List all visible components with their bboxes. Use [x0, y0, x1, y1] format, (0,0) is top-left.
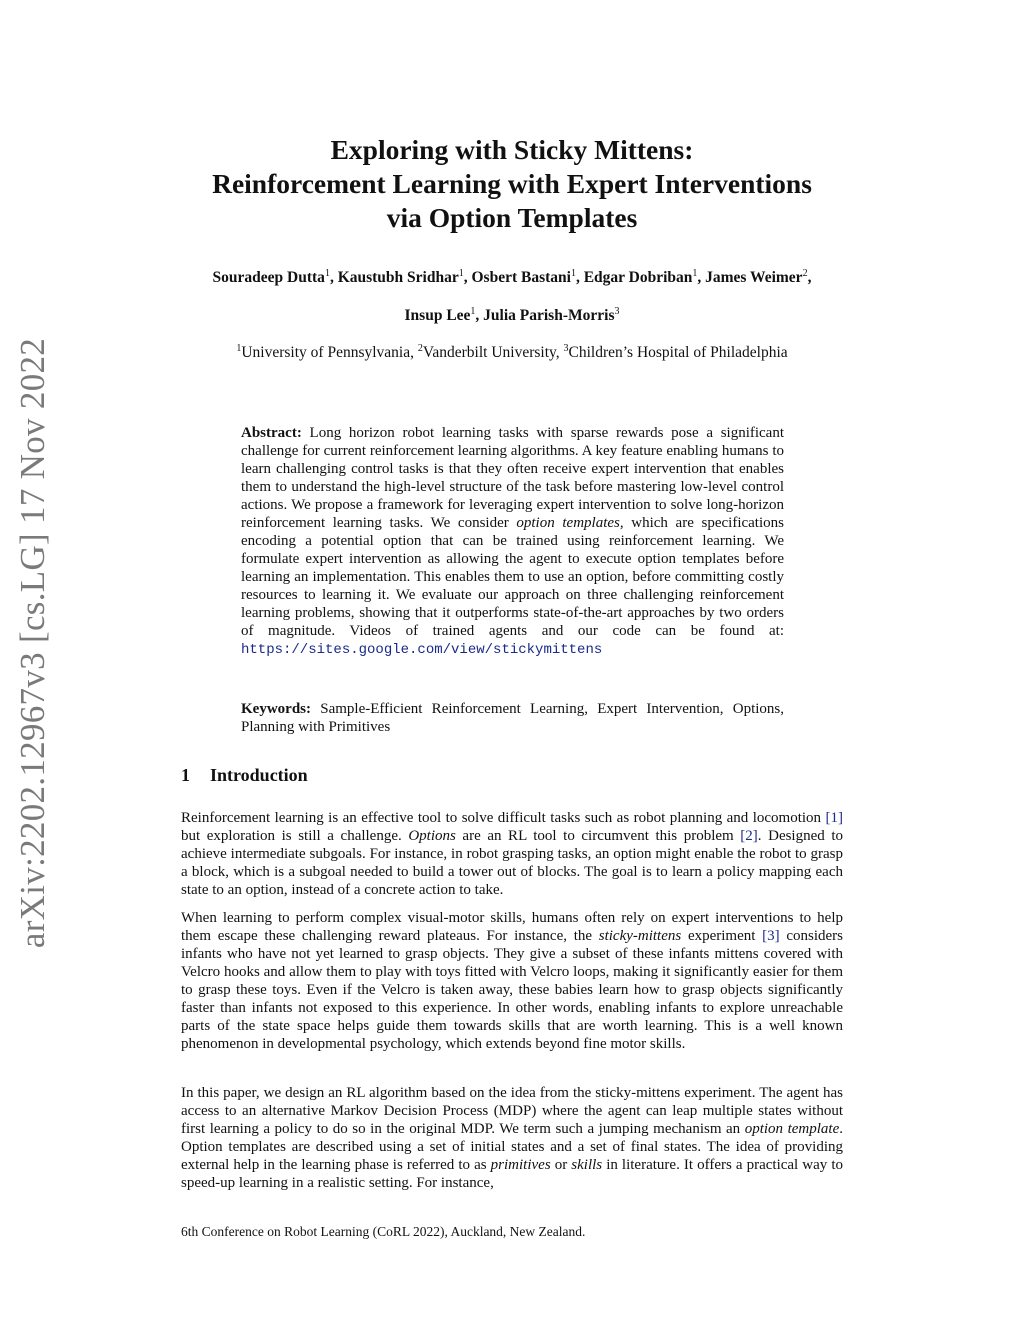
keywords: Keywords: Sample-Efficient Reinforcement Learning, Expert Intervention, Options, Planning with Primitives: [241, 701, 784, 735]
arxiv-side-identifier: [0, 337, 66, 949]
conference-footnote: 6th Conference on Robot Learning (CoRL 2022), Auckland, New Zealand.: [181, 1224, 586, 1239]
abstract-label: Abstract:: [241, 425, 302, 441]
author-list-row-1: [140, 269, 884, 287]
author: Edgar Dobriban$^1$,: [583, 268, 706, 286]
author: Osbert Bastani$^1$,: [471, 268, 584, 286]
paper-title: [140, 133, 884, 235]
citation-link[interactable]: [1]: [825, 810, 843, 826]
author: Kaustubh Sridhar$^1$,: [337, 268, 472, 286]
title-line-3: via Option Templates: [386, 202, 638, 233]
title-line-1: Exploring with Sticky Mittens:: [330, 134, 694, 165]
author: James Weimer$^2$,: [705, 268, 812, 286]
title-line-2: Reinforcement Learning with Expert Interventions: [212, 168, 812, 199]
author: Insup Lee$^1$,: [404, 306, 484, 324]
affiliations: $^1$University of Pennsylvania, $^2$Vanderbilt University, $^3$Children’s Hospital of Philadelphia: [236, 343, 788, 361]
citation-link[interactable]: [2]: [740, 828, 758, 844]
author: Souradeep Dutta$^1$,: [212, 268, 338, 286]
citation-link[interactable]: [3]: [762, 928, 780, 944]
author: Julia Parish-Morris$^3$: [483, 306, 620, 324]
intro-paragraph-2: When learning to perform complex visual-motor skills, humans often rely on expert interventions to help them escape these challenging reward plateaus. For instance, the sticky-mittens experiment [3] considers infants who have not yet learned to grasp objects. They give a subset of these infants mittens covered with Velcro hooks and allow them to play with toys fitted with Velcro loops, making it significantly easier for them to grasp these toys. Even if the Velcro is taken away, these babies learn how to grasp objects significantly faster than infants not exposed to this experience. In other words, enabling infants to explore unreachable parts of the state space helps guide them towards skills that are worth learning. This is a well known phenomenon in developmental psychology, which extends beyond fine motor skills.: [181, 910, 843, 1052]
abstract: Abstract: Long horizon robot learning tasks with sparse rewards pose a significant challenge for current reinforcement learning algorithms. A key feature enabling humans to learn challenging control tasks is that they often receive expert intervention that enables them to understand the high-level structure of the task before mastering low-level control actions. We propose a framework for leveraging expert intervention to solve long-horizon reinforcement learning tasks. We consider option templates, which are specifications encoding a potential option that can be trained using reinforcement learning. We formulate expert intervention as allowing the agent to execute option templates before learning an implementation. This enables them to use an option, before committing costly resources to learning it. We evaluate our approach on three challenging reinforcement learning problems, showing that it outperforms state-of-the-art approaches by two orders of magnitude. Videos of trained agents and our code can be found at: https://sites.google.com/view/stickymittens: [241, 425, 785, 658]
section-heading-introduction: 1 Introduction: [181, 765, 308, 785]
project-url-link[interactable]: https://sites.google.com/view/stickymittens: [241, 642, 603, 658]
intro-paragraph-3: In this paper, we design an RL algorithm based on the idea from the sticky-mittens experiment. The agent has access to an alternative Markov Decision Process (MDP) where the agent can leap multiple states without first learning a policy to do so in the original MDP. We term such a jumping mechanism an option template. Option templates are described using a set of initial states and a set of final states. The idea of providing external help in the learning phase is referred to as primitives or skills in literature. It offers a practical way to speed-up learning in a realistic setting. For instance,: [181, 1085, 844, 1191]
arxiv-id-text: arXiv:2202.12967v3 [cs.LG] 17 Nov 2022: [13, 337, 52, 949]
intro-paragraph-1: Reinforcement learning is an effective tool to solve difficult tasks such as robot planning and locomotion [1] but exploration is still a challenge. Options are an RL tool to circumvent this problem [2]. Designed to achieve intermediate subgoals. For instance, in robot grasping tasks, an option might enable the robot to grasp a block, which is a subgoal needed to build a tower out of blocks. The goal is to learn a policy mapping each state to an option, instead of a concrete action to take.: [181, 810, 844, 898]
keywords-label: Keywords:: [241, 701, 311, 717]
author-list-row-2: [140, 307, 884, 325]
